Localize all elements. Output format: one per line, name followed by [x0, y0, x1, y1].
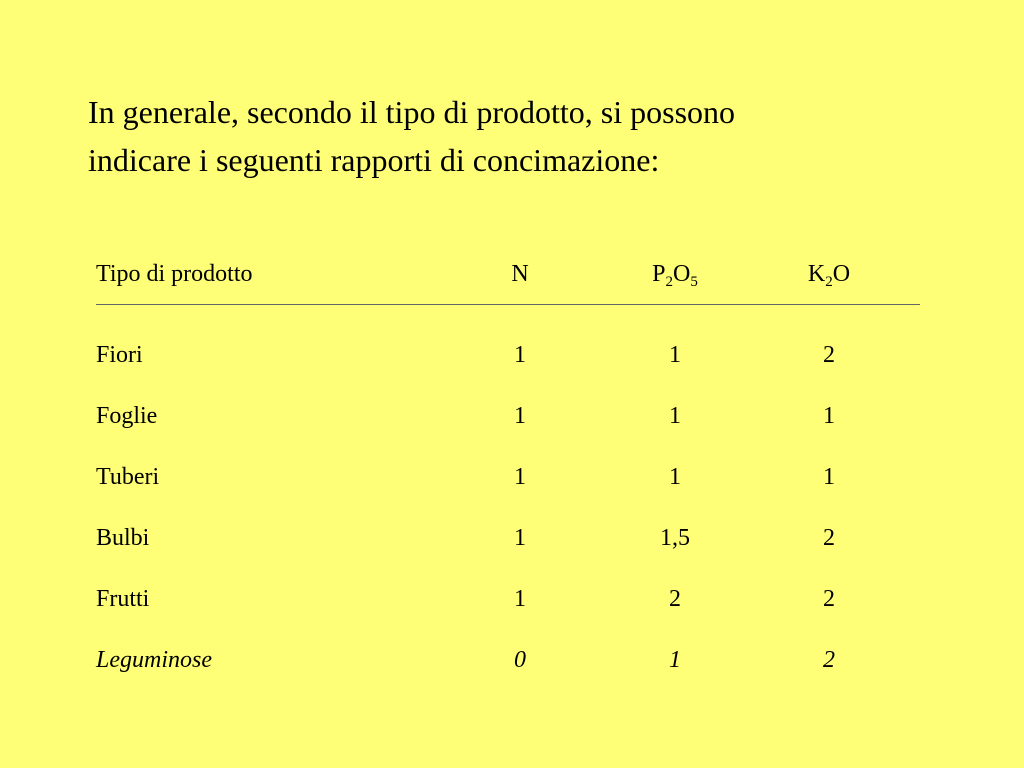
row-p2o5: 1: [669, 342, 681, 368]
row-product: Tuberi: [96, 464, 160, 490]
table-row: [96, 398, 920, 459]
header-n: N: [511, 261, 529, 287]
row-k2o: 2: [823, 647, 835, 673]
table-row: [96, 581, 920, 642]
row-p2o5: 2: [669, 586, 681, 612]
row-p2o5: 1: [669, 647, 681, 673]
intro-line-2: indicare i seguenti rapporti di concimazione:: [88, 142, 660, 178]
table-header-row: [96, 256, 920, 304]
row-product: Foglie: [96, 403, 158, 429]
row-k2o: 2: [823, 342, 835, 368]
row-p2o5: 1: [669, 464, 681, 490]
header-divider: [96, 304, 920, 305]
row-n: 0: [514, 647, 526, 673]
row-n: 1: [514, 525, 526, 551]
row-product: Frutti: [96, 586, 150, 612]
row-k2o: 2: [823, 525, 835, 551]
intro-line-1: In generale, secondo il tipo di prodotto, si possono: [88, 94, 736, 130]
header-k2o: $K_2O$: [807, 261, 851, 290]
table-row: [96, 337, 920, 398]
row-product: Leguminose: [96, 647, 212, 673]
fertilization-table: [96, 256, 920, 703]
row-n: 1: [514, 403, 526, 429]
row-n: 1: [514, 586, 526, 612]
row-k2o: 2: [823, 586, 835, 612]
row-product: Bulbi: [96, 525, 150, 551]
row-p2o5: 1: [669, 403, 681, 429]
row-product: Fiori: [96, 342, 143, 368]
table-row: [96, 520, 920, 581]
row-n: 1: [514, 342, 526, 368]
table-row: [96, 642, 920, 703]
row-k2o: 1: [823, 403, 835, 429]
row-p2o5: 1,5: [660, 525, 690, 551]
row-k2o: 1: [823, 464, 835, 490]
table-row: [96, 459, 920, 520]
row-n: 1: [514, 464, 526, 490]
intro-text: [88, 88, 968, 184]
header-p2o5: $P_2O_5$: [652, 261, 698, 290]
header-product-type: Tipo di prodotto: [96, 261, 253, 287]
